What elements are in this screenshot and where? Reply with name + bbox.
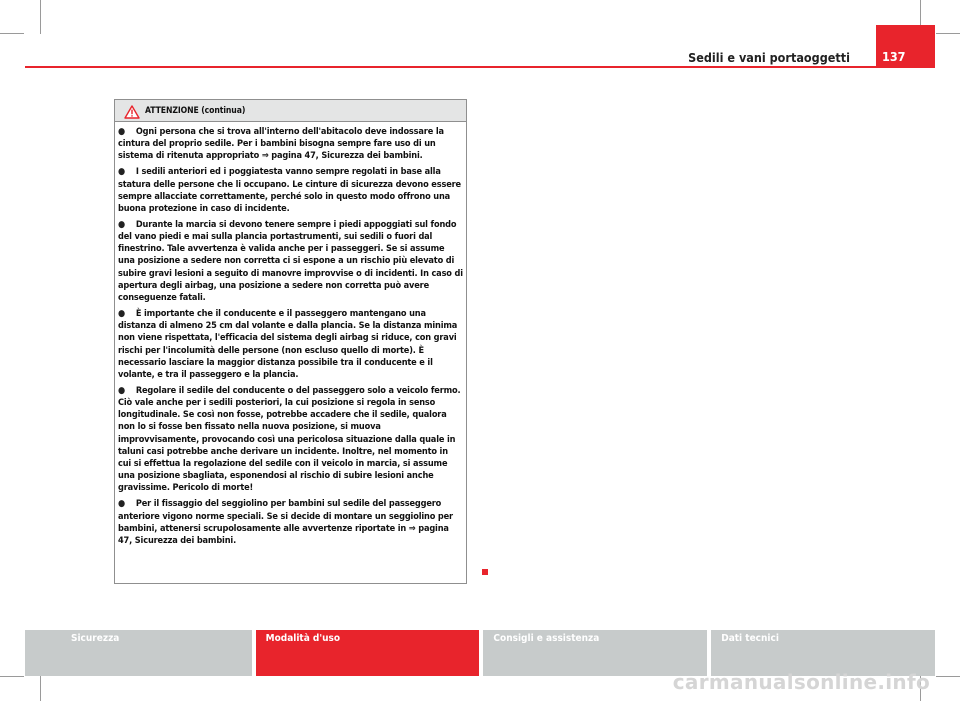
warning-triangle-icon: [124, 104, 140, 118]
header-rule: [25, 66, 935, 68]
warning-item: ● Regolare il sedile del conducente o del passeggero solo a veicolo fermo. Ciò vale anche per i sedili posteriori, la cui posizione si regola in senso longitudinale. Se così non fosse, potrebbe accadere che il sedile, qualora non lo si fosse ben fissato nella nuova posizione, si muova improvvisamente, provocando così una pericolosa situazione dalla quale in taluni casi potrebbe anche derivare un incidente. Inoltre, nel momento in cui si effettua la regolazione del sedile con il veicolo in marcia, si assume una posizione sbagliata, esponendosi al rischio di subire lesioni anche gravissime. Pericolo di morte!: [118, 385, 461, 494]
page-number: 137: [882, 49, 906, 64]
page-number-badge: [876, 25, 935, 68]
warning-item: ● È importante che il conducente e il passeggero mantengano una distanza di almeno 25 cm dal volante e dalla plancia. Se la distanza minima non viene rispettata, l'efficacia del sistema degli airbag si riduce, con gravi rischi per l'incolumità delle persone (non escluso quello di morte). È necessario lasciare la maggior distanza possibile tra il conducente e il volante, e tra il passeggero e la plancia.: [118, 308, 458, 380]
section-title: Sedili e vani portaoggetti: [688, 50, 850, 65]
section-end-marker: [482, 569, 488, 575]
warning-item: ● Ogni persona che si trova all'interno dell'abitacolo deve indossare la cintura del proprio sedile. Per i bambini bisogna sempre fare uso di un sistema di ritenuta appropriato ⇒ pagina 47, Sicurezza dei bambini.: [118, 127, 444, 162]
crop-mark: [936, 33, 960, 34]
bullet-icon: ●: [118, 219, 136, 230]
tab-consigli-assistenza[interactable]: Consigli e assistenza: [483, 630, 707, 676]
bullet-icon: ●: [118, 499, 136, 510]
bullet-icon: ●: [118, 308, 136, 319]
tab-dati-tecnici[interactable]: Dati tecnici: [711, 630, 935, 676]
crop-mark: [40, 676, 41, 701]
tab-sicurezza[interactable]: Sicurezza: [25, 630, 252, 676]
warning-item: ● Per il fissaggio del seggiolino per bambini sul sedile del passeggero anteriore vigono norme speciali. Se si decide di montare un seggiolino per bambini, attenersi scrupolosamente alle avvertenze riportate in ⇒ pagina 47, Sicurezza dei bambini.: [118, 499, 453, 546]
warning-title: ATTENZIONE (continua): [145, 105, 246, 116]
bullet-icon: ●: [118, 167, 136, 178]
warning-body: [115, 122, 466, 547]
crop-mark: [40, 0, 41, 34]
warning-item: ● Durante la marcia si devono tenere sempre i piedi appoggiati sul fondo del vano piedi e mai sulla plancia portastrumenti, sui sedili o fuori dal finestrino. Tale avvertenza è valida anche per i passeggeri. Se si assume una posizione a sedere non corretta ci si espone a un rischio più elevato di subire gravi lesioni a seguito di manovre improvvise o di incidenti. In caso di apertura degli airbag, una posizione a sedere non corretta può avere conseguenze fatali.: [118, 219, 463, 304]
crop-mark: [936, 676, 960, 677]
bullet-icon: ●: [118, 127, 136, 137]
warning-header: [115, 100, 466, 122]
crop-mark: [0, 33, 24, 34]
crop-mark: [0, 676, 24, 677]
warning-item: ● I sedili anteriori ed i poggiatesta vanno sempre regolati in base alla statura delle persone che li occupano. Le cinture di sicurezza devono essere sempre allacciate correttamente, perché solo in questo modo offrono una buona protezione in caso di incidente.: [118, 167, 461, 214]
watermark: carmanualsonline.info: [672, 670, 930, 694]
bullet-icon: ●: [118, 385, 136, 396]
tab-modalita-uso[interactable]: Modalità d'uso: [256, 630, 480, 676]
warning-box: [114, 99, 467, 584]
